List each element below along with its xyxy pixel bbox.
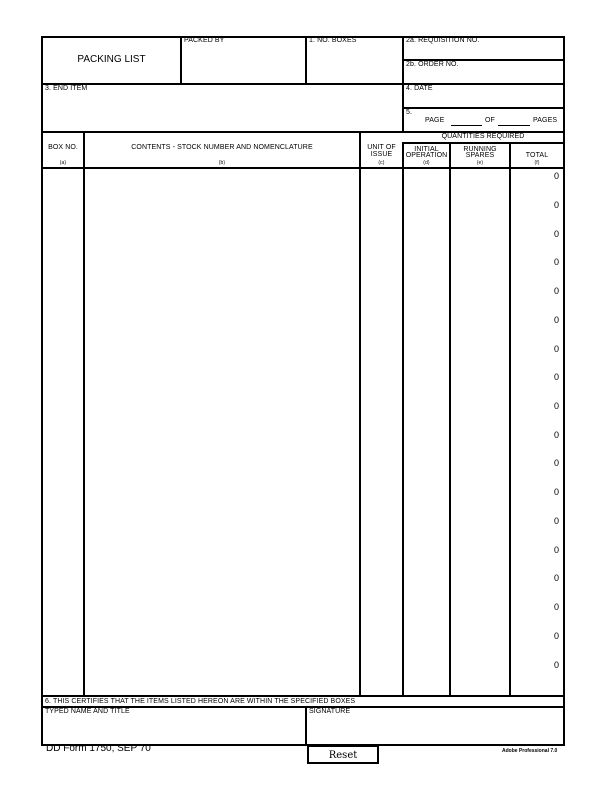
border-left (41, 36, 43, 746)
date-field[interactable] (406, 94, 565, 108)
page-number-field[interactable] (451, 115, 486, 127)
col-total-code: (f) (534, 160, 540, 166)
end-item-label: 3. END ITEM (45, 85, 88, 92)
total-cell[interactable]: 0 (553, 516, 559, 526)
running-spares-column-field[interactable] (452, 170, 512, 698)
total-cell[interactable]: 0 (553, 458, 559, 468)
col-unit-code: (c) (378, 160, 385, 166)
no-boxes-field[interactable] (309, 46, 403, 82)
col-box-no-header: BOX NO. (48, 144, 78, 151)
col-unit-header-line2: ISSUE (370, 151, 393, 158)
total-cell[interactable]: 0 (553, 286, 559, 296)
col-initial-header-line2: OPERATION (405, 152, 448, 159)
unit-of-issue-column-field[interactable] (362, 170, 405, 698)
col-spares-header-line2: SPARES (465, 152, 495, 159)
packed-by-label: PACKED BY (184, 37, 225, 44)
no-boxes-label: 1. NO. BOXES (309, 37, 357, 44)
total-cell[interactable]: 0 (553, 573, 559, 583)
total-cell[interactable]: 0 (553, 171, 559, 181)
page-section-label: 5. (406, 109, 413, 116)
col-box-no-code: (a) (59, 160, 67, 166)
col-total-header: TOTAL (525, 152, 549, 159)
total-cell[interactable]: 0 (553, 315, 559, 325)
total-cell[interactable]: 0 (553, 430, 559, 440)
col-contents-code: (b) (218, 160, 226, 166)
pages-label: PAGES (533, 117, 558, 124)
typed-name-label: TYPED NAME AND TITLE (45, 708, 130, 715)
of-label: OF (485, 117, 495, 124)
end-item-field[interactable] (45, 94, 403, 131)
date-label: 4. DATE (406, 85, 433, 92)
initial-operation-column-field[interactable] (405, 170, 452, 698)
total-cell[interactable]: 0 (553, 545, 559, 555)
order-field[interactable] (406, 70, 565, 84)
total-cell[interactable]: 0 (553, 344, 559, 354)
signature-field[interactable] (309, 717, 565, 743)
form-title: PACKING LIST (77, 54, 146, 65)
col-initial-header-line1: INITIAL (414, 146, 439, 153)
page-label: PAGE (425, 117, 445, 124)
requisition-field[interactable] (406, 46, 565, 60)
contents-column-field[interactable] (86, 170, 362, 698)
total-cell[interactable]: 0 (553, 200, 559, 210)
certification-statement: 6. THIS CERTIFIES THAT THE ITEMS LISTED HEREON ARE WITHIN THE SPECIFIED BOXES (45, 698, 356, 705)
total-cell[interactable]: 0 (553, 660, 559, 670)
typed-name-field[interactable] (45, 717, 306, 743)
divider (402, 142, 564, 144)
total-column (511, 169, 559, 694)
quantities-required-header: QUANTITIES REQUIRED (441, 133, 525, 140)
col-unit-header-line1: UNIT OF (367, 144, 396, 151)
col-spares-code: (e) (476, 160, 484, 166)
packed-by-field[interactable] (184, 46, 306, 82)
total-cell[interactable]: 0 (553, 631, 559, 641)
form-id: DD Form 1750, SEP 70 (46, 743, 151, 754)
col-initial-code: (d) (423, 160, 430, 166)
box-no-column-field[interactable] (44, 170, 86, 698)
producer-label: Adobe Professional 7.0 (502, 748, 558, 754)
col-spares-header-line1: RUNNING (463, 146, 497, 153)
divider (180, 36, 182, 84)
order-label: 2b. ORDER NO. (406, 61, 459, 68)
divider (41, 695, 565, 697)
total-cell[interactable]: 0 (553, 372, 559, 382)
border-top (41, 36, 565, 38)
total-cell[interactable]: 0 (553, 487, 559, 497)
total-pages-field[interactable] (498, 115, 534, 127)
reset-button[interactable]: Reset (307, 745, 379, 764)
signature-label: SIGNATURE (309, 708, 351, 715)
total-cell[interactable]: 0 (553, 229, 559, 239)
total-cell[interactable]: 0 (553, 602, 559, 612)
divider (41, 167, 565, 169)
col-contents-header: CONTENTS - STOCK NUMBER AND NOMENCLATURE (131, 144, 313, 151)
requisition-label: 2a. REQUISITION NO. (406, 37, 480, 44)
total-cell[interactable]: 0 (553, 257, 559, 267)
total-cell[interactable]: 0 (553, 401, 559, 411)
